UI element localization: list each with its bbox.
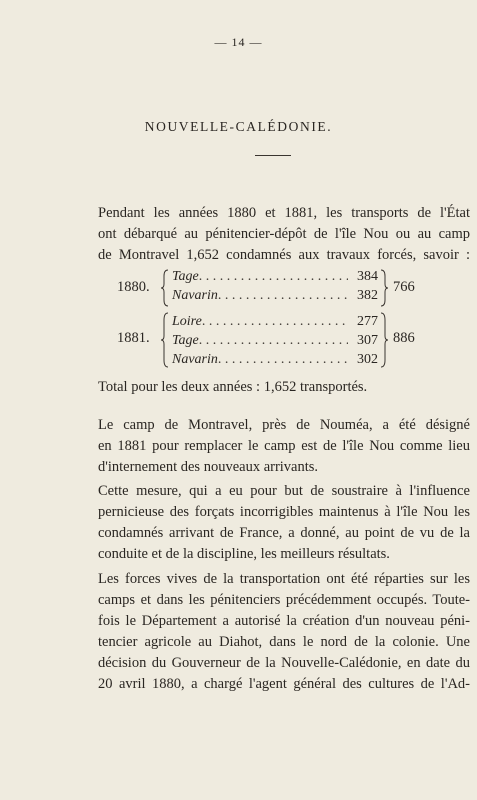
paragraph-forces-vives xyxy=(98,569,470,695)
year-label-1880: 1880. xyxy=(117,279,150,295)
leader-dots xyxy=(199,333,348,349)
text-line: camps et dans les pénitenciers précédemment occupés. Toute- xyxy=(98,592,470,608)
leader-dots xyxy=(202,314,348,330)
year-total-1881: 886 xyxy=(393,330,415,346)
text-line: d'internement des nouveaux arrivants. xyxy=(98,459,319,475)
table-row xyxy=(172,333,378,351)
grand-total-line: Total pour les deux années : 1,652 transportés. xyxy=(98,379,368,395)
text-line: en 1881 pour remplacer le camp est de l'île Nou comme lieu xyxy=(98,438,470,454)
ship-name: Tage xyxy=(172,333,199,348)
paragraph-mesure xyxy=(98,481,470,565)
text-line: décision du Gouverneur de la Nouvelle-Calédonie, en date du xyxy=(98,655,470,671)
heading-divider xyxy=(255,155,291,156)
ship-name: Navarin xyxy=(172,352,218,367)
leader-dots xyxy=(218,352,348,368)
text-line: Pendant les années 1880 et 1881, les transports de l'État xyxy=(98,205,470,221)
text-line: Le camp de Montravel, près de Nouméa, a été désigné xyxy=(98,417,470,433)
ship-count: 384 xyxy=(357,269,378,284)
left-brace xyxy=(160,268,170,313)
text-line: fois le Département a autorisé la création d'un nouveau péni- xyxy=(98,613,470,629)
text-line: tencier agricole au Diahot, dans le nord de la colonie. Une xyxy=(98,634,470,650)
ship-count: 307 xyxy=(357,333,378,348)
text-line: de Montravel 1,652 condamnés aux travaux forcés, savoir : xyxy=(98,247,470,263)
page-number: — 14 — xyxy=(214,35,263,49)
leader-dots xyxy=(218,288,348,304)
text-line: ont débarqué au pénitencier-dépôt de l'île Nou ou au camp xyxy=(98,226,470,242)
table-row xyxy=(172,288,378,306)
leader-dots xyxy=(199,269,348,285)
text-line: Cette mesure, qui a eu pour but de soustraire à l'influence xyxy=(98,483,470,499)
intro-paragraph xyxy=(98,203,470,266)
ship-count: 277 xyxy=(357,314,378,329)
text-line: conduite et de la discipline, les meilleurs résultats. xyxy=(98,546,390,562)
table-row xyxy=(172,269,378,287)
text-line: pernicieuse des forçats incorrigibles maintenus à l'île Nou les xyxy=(98,504,470,520)
ship-count: 382 xyxy=(357,288,378,303)
paragraph-montravel xyxy=(98,415,470,478)
text-line: condamnés arrivant de France, a donné, au point de vu de la xyxy=(98,525,470,541)
text-line: Les forces vives de la transportation ont été réparties sur les xyxy=(98,571,470,587)
ship-name: Navarin xyxy=(172,288,218,303)
text-line: 20 avril 1880, a chargé l'agent général des cultures de l'Ad- xyxy=(98,676,470,692)
table-row xyxy=(172,314,378,332)
right-brace xyxy=(379,311,389,374)
ship-name: Tage xyxy=(172,269,199,284)
ship-name: Loire xyxy=(172,314,202,329)
table-row xyxy=(172,352,378,370)
left-brace xyxy=(160,311,170,374)
right-brace xyxy=(379,268,389,313)
year-label-1881: 1881. xyxy=(117,330,150,346)
ship-count: 302 xyxy=(357,352,378,367)
section-heading: NOUVELLE-CALÉDONIE. xyxy=(144,119,333,134)
year-total-1880: 766 xyxy=(393,279,415,295)
